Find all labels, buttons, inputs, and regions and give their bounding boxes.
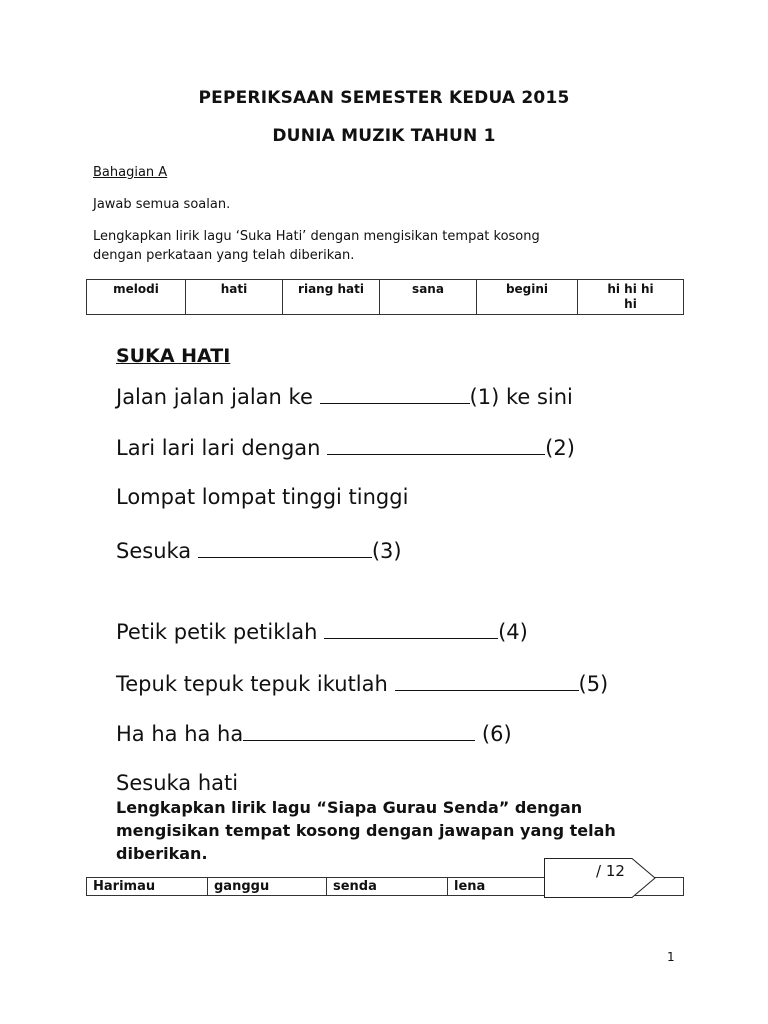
instruction-line: diberikan. bbox=[116, 844, 208, 863]
word-cell bbox=[578, 280, 684, 315]
word-bank-table bbox=[86, 279, 684, 315]
lyric-text: Jalan jalan jalan ke bbox=[116, 385, 320, 409]
song-title: SUKA HATI bbox=[116, 345, 231, 367]
answer-blank[interactable] bbox=[327, 434, 545, 455]
blank-number: (5) bbox=[578, 672, 609, 696]
lyric-text: Tepuk tepuk tepuk ikutlah bbox=[116, 672, 395, 696]
answer-blank[interactable] bbox=[198, 537, 372, 558]
lyric-text: Lari lari lari dengan bbox=[116, 436, 328, 460]
lyric-line-7 bbox=[116, 720, 512, 746]
lyric-line-5 bbox=[116, 618, 528, 644]
lyric-text: Ha ha ha ha bbox=[116, 722, 244, 746]
word-cell: melodi bbox=[87, 280, 186, 315]
lyric-line-3: Lompat lompat tinggi tinggi bbox=[116, 485, 409, 509]
exam-title: PEPERIKSAAN SEMESTER KEDUA 2015 bbox=[198, 88, 570, 108]
subject-title: DUNIA MUZIK TAHUN 1 bbox=[272, 126, 496, 146]
page-number: 1 bbox=[667, 950, 675, 964]
lyric-line-8: Sesuka hati bbox=[116, 771, 239, 795]
section-label: Bahagian A bbox=[93, 165, 168, 180]
word-cell: sana bbox=[380, 280, 477, 315]
word-cell: begini bbox=[477, 280, 578, 315]
question-text-line2: dengan perkataan yang telah diberikan. bbox=[93, 248, 355, 263]
word-cell: riang hati bbox=[283, 280, 380, 315]
word-cell: lena bbox=[448, 878, 547, 896]
lyric-text: Sesuka bbox=[116, 539, 198, 563]
lyric-line-2 bbox=[116, 434, 575, 460]
answer-blank[interactable] bbox=[243, 720, 475, 741]
instruction-line: Lengkapkan lirik lagu “Siapa Gurau Senda” dengan bbox=[116, 798, 583, 817]
blank-number: (6) bbox=[475, 722, 512, 746]
blank-number: (3) bbox=[371, 539, 402, 563]
word-cell: Harimau bbox=[87, 878, 208, 896]
question-text-line1: Lengkapkan lirik lagu ‘Suka Hati’ dengan mengisikan tempat kosong bbox=[93, 229, 540, 244]
blank-number: (2) bbox=[545, 436, 575, 460]
lyric-text: Petik petik petiklah bbox=[116, 620, 325, 644]
instruction-text: Jawab semua soalan. bbox=[93, 197, 231, 212]
answer-blank[interactable] bbox=[395, 670, 579, 691]
word-cell-line1: hi hi hi bbox=[607, 282, 654, 296]
instruction-line: mengisikan tempat kosong dengan jawapan yang telah bbox=[116, 821, 616, 840]
lyric-line-6 bbox=[116, 670, 608, 696]
lyric-line-4 bbox=[116, 537, 402, 563]
word-cell: hati bbox=[186, 280, 283, 315]
section2-instruction bbox=[116, 796, 656, 865]
word-cell: ganggu bbox=[208, 878, 327, 896]
blank-number: (1) ke sini bbox=[469, 385, 573, 409]
word-cell: senda bbox=[327, 878, 448, 896]
word-cell-line2: hi bbox=[624, 297, 637, 311]
lyric-line-1 bbox=[116, 383, 573, 409]
score-label: / 12 bbox=[596, 862, 625, 880]
answer-blank[interactable] bbox=[320, 383, 470, 404]
blank-number: (4) bbox=[498, 620, 528, 644]
answer-blank[interactable] bbox=[324, 618, 498, 639]
